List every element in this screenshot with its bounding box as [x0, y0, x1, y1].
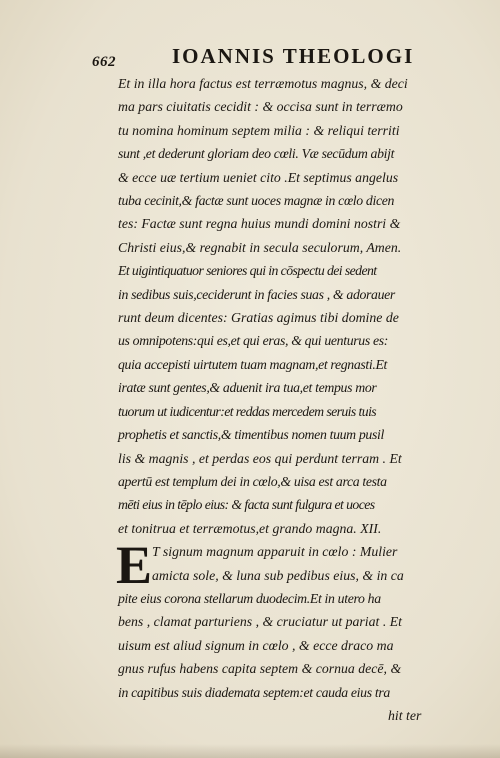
text-line: uisum est aliud signum in cœlo , & ecce draco ma [118, 637, 394, 653]
chapter-xii-opening [116, 535, 458, 596]
text-line: runt deum dicentes: Gratias agimus tibi domine de [118, 310, 399, 326]
text-line: in sedibus suis,ceciderunt in facies suas , & adorauer [118, 286, 395, 302]
text-line: apertū est templum dei in cœlo,& uisa est arca testa [118, 473, 387, 489]
text-line: T signum magnum apparuit in cœlo : Mulier [152, 544, 398, 560]
page-edge-shadow [0, 744, 500, 758]
text-line: lis & magnis , et perdas eos qui perdunt terram . Et [118, 450, 402, 466]
text-line: iratæ sunt gentes,& aduenit ira tua,et tempus mor [118, 380, 377, 396]
text-line: et tonitrua et terræmotus,et grando magna. XII. [118, 520, 382, 536]
text-line: mēti eius in tēplo eius: & facta sunt fulgura et uoces [118, 497, 375, 513]
text-line: gnus rufus habens capita septem & cornua decē, & [118, 661, 402, 677]
text-line: us omnipotens:qui es,et qui eras, & qui uenturus es: [118, 333, 388, 349]
text-line: tuba cecinit,& factæ sunt uoces magnæ in cœlo dicen [118, 193, 395, 209]
text-line: amicta sole, & luna sub pedibus eius, & in ca [152, 567, 404, 583]
text-line: bens , clamat parturiens , & cruciatur ut pariat . Et [118, 614, 402, 630]
page-header [92, 44, 432, 74]
page-number: 662 [92, 54, 116, 70]
text-line: Et uigintiquatuor seniores qui in cōspectu dei sedent [118, 263, 377, 279]
text-line: in capitibus suis diademata septem:et cauda eius tra [118, 684, 390, 700]
text-line: tuorum ut iudicentur:et reddas mercedem seruis tuis [118, 403, 377, 419]
drop-cap: E [116, 535, 153, 596]
text-line: quia accepisti uirtutem tuam magnam,et regnasti.Et [118, 356, 388, 372]
text-line: pite eius corona stellarum duodecim.Et in utero ha [118, 590, 381, 606]
text-line: tes: Factæ sunt regna huius mundi domini nostri & [118, 216, 401, 232]
text-line: tu nomina hominum septem milia : & reliqui territi [118, 122, 400, 138]
catchword: hit ter [388, 707, 422, 723]
running-title: IOANNIS THEOLOGI [172, 44, 415, 68]
text-line: & ecce uæ tertium ueniet cito .Et septimus angelus [118, 169, 399, 185]
text-line: sunt ,et dederunt gloriam deo cœli. Væ secūdum abijt [118, 146, 395, 162]
body-text [118, 72, 458, 727]
text-line: ma pars ciuitatis cecidit : & occisa sunt in terræmo [118, 99, 403, 115]
text-line: Et in illa hora factus est terræmotus magnus, & deci [118, 76, 408, 91]
text-line: Christi eius,& regnabit in secula seculorum, Amen. [118, 239, 402, 255]
text-line: prophetis et sanctis,& timentibus nomen tuum pusil [118, 427, 384, 443]
